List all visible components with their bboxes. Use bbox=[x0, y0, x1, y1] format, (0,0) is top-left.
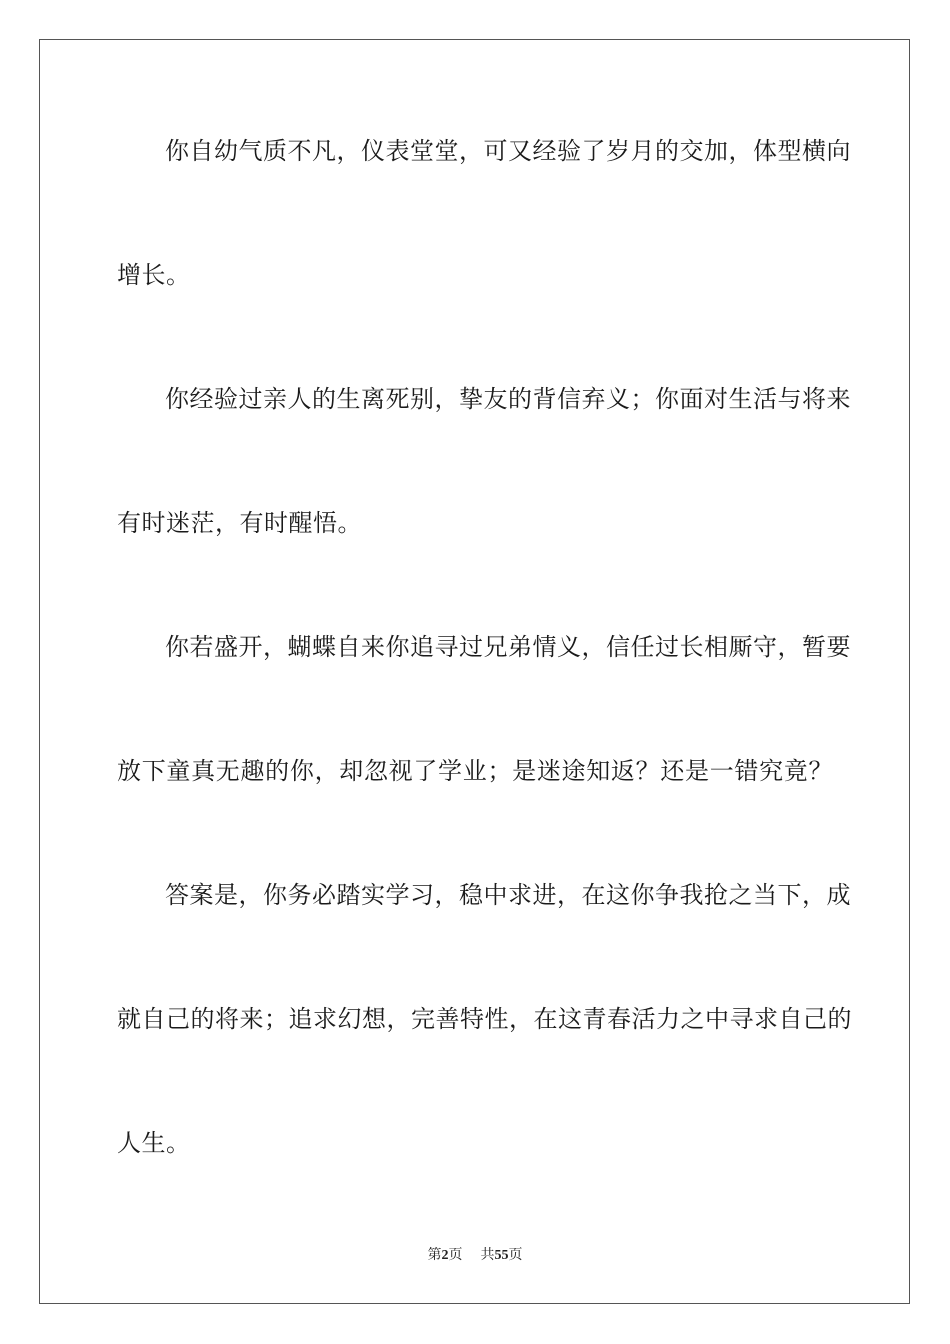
text-line: 你经验过亲人的生离死别，挚友的背信弃义；你面对生活与将来 bbox=[165, 385, 851, 413]
total-prefix: 共 bbox=[480, 1248, 495, 1263]
text-line: 人生。 bbox=[117, 1129, 191, 1157]
text-line: 你若盛开，蝴蝶自来你追寻过兄弟情义，信任过长相厮守，暂要 bbox=[165, 633, 851, 661]
total-pages: 55 bbox=[494, 1248, 509, 1263]
text-line: 有时迷茫，有时醒悟。 bbox=[117, 509, 362, 537]
text-line: 答案是，你务必踏实学习，稳中求进，在这你争我抢之当下，成 bbox=[165, 881, 851, 909]
text-line: 你自幼气质不凡，仪表堂堂，可又经验了岁月的交加，体型横向 bbox=[165, 137, 851, 165]
text-line: 放下童真无趣的你，却忽视了学业；是迷途知返？还是一错究竟？ bbox=[117, 757, 833, 785]
page-footer bbox=[0, 1247, 950, 1265]
page-border bbox=[39, 39, 910, 1304]
page-number: 2 bbox=[441, 1248, 449, 1263]
page-prefix: 第 bbox=[427, 1248, 442, 1263]
text-line: 增长。 bbox=[117, 261, 191, 289]
total-suffix: 页 bbox=[508, 1248, 523, 1263]
page-suffix: 页 bbox=[448, 1248, 463, 1263]
text-line: 就自己的将来；追求幻想，完善特性，在这青春活力之中寻求自己的 bbox=[117, 1005, 852, 1033]
